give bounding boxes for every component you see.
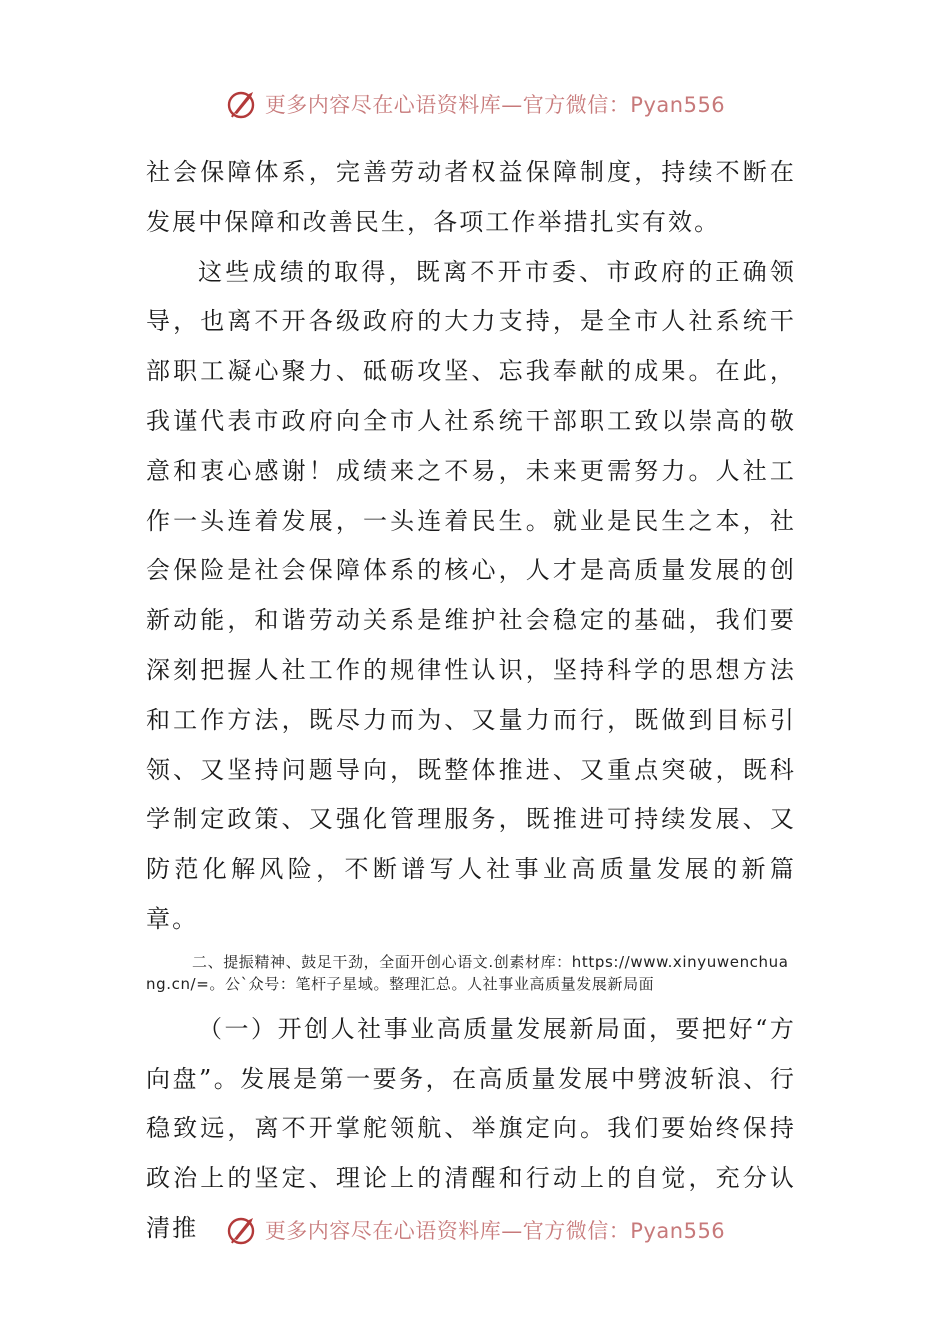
footer-banner — [0, 1208, 950, 1252]
paragraph-continued: 社会保障体系，完善劳动者权益保障制度，持续不断在发展中保障和改善民生，各项工作举措扎实有效。 — [146, 158, 796, 236]
header-banner-text: 更多内容尽在心语资料库—官方微信：Pyan556 — [264, 93, 726, 117]
paragraph-achievements: 这些成绩的取得，既离不开市委、市政府的正确领导，也离不开各级政府的大力支持，是全市人社系统干部职工凝心聚力、砥砺攻坚、忘我奉献的成果。在此，我谨代表市政府向全市人社系统干部职工致以崇高的敬意和衷心感谢！成绩来之不易，未来更需努力。人社工作一头连着发展，一头连着民生。就业是民生之本，社会保险是社会保障体系的核心，人才是高质量发展的创新动能，和谐劳动关系是维护社会稳定的基础，我们要深刻把握人社工作的规律性认识，坚持科学的思想方法和工作方法，既尽力而为、又量力而行，既做到目标引领、又坚持问题导向，既整体推进、又重点突破，既科学制定政策、又强化管理服务，既推进可持续发展、又防范化解风险，不断谱写人社事业高质量发展的新篇章。 — [146, 257, 796, 933]
paragraph-subsection-one: （一）开创人社事业高质量发展新局面，要把好“方向盘”。发展是第一要务，在高质量发展中劈波斩浪、行稳致远，离不开掌舵领航、举旗定向。我们要始终保持政治上的坚定、理论上的清醒和行动上的自觉，充分认清推 — [146, 1014, 796, 1242]
section-heading: 二、提振精神、鼓足干劲，全面开创心语文.创素材库：https://www.xinyuwenchuang.cn/=。公`众号：笔杆子星域。整理汇总。人社事业高质量发展新局面 — [146, 952, 789, 993]
quill-pen-logo-icon — [225, 1213, 259, 1247]
document-body — [146, 148, 796, 1254]
header-banner — [0, 82, 950, 126]
footer-banner-text: 更多内容尽在心语资料库—官方微信：Pyan556 — [264, 1219, 726, 1243]
quill-pen-logo-icon — [225, 87, 259, 121]
